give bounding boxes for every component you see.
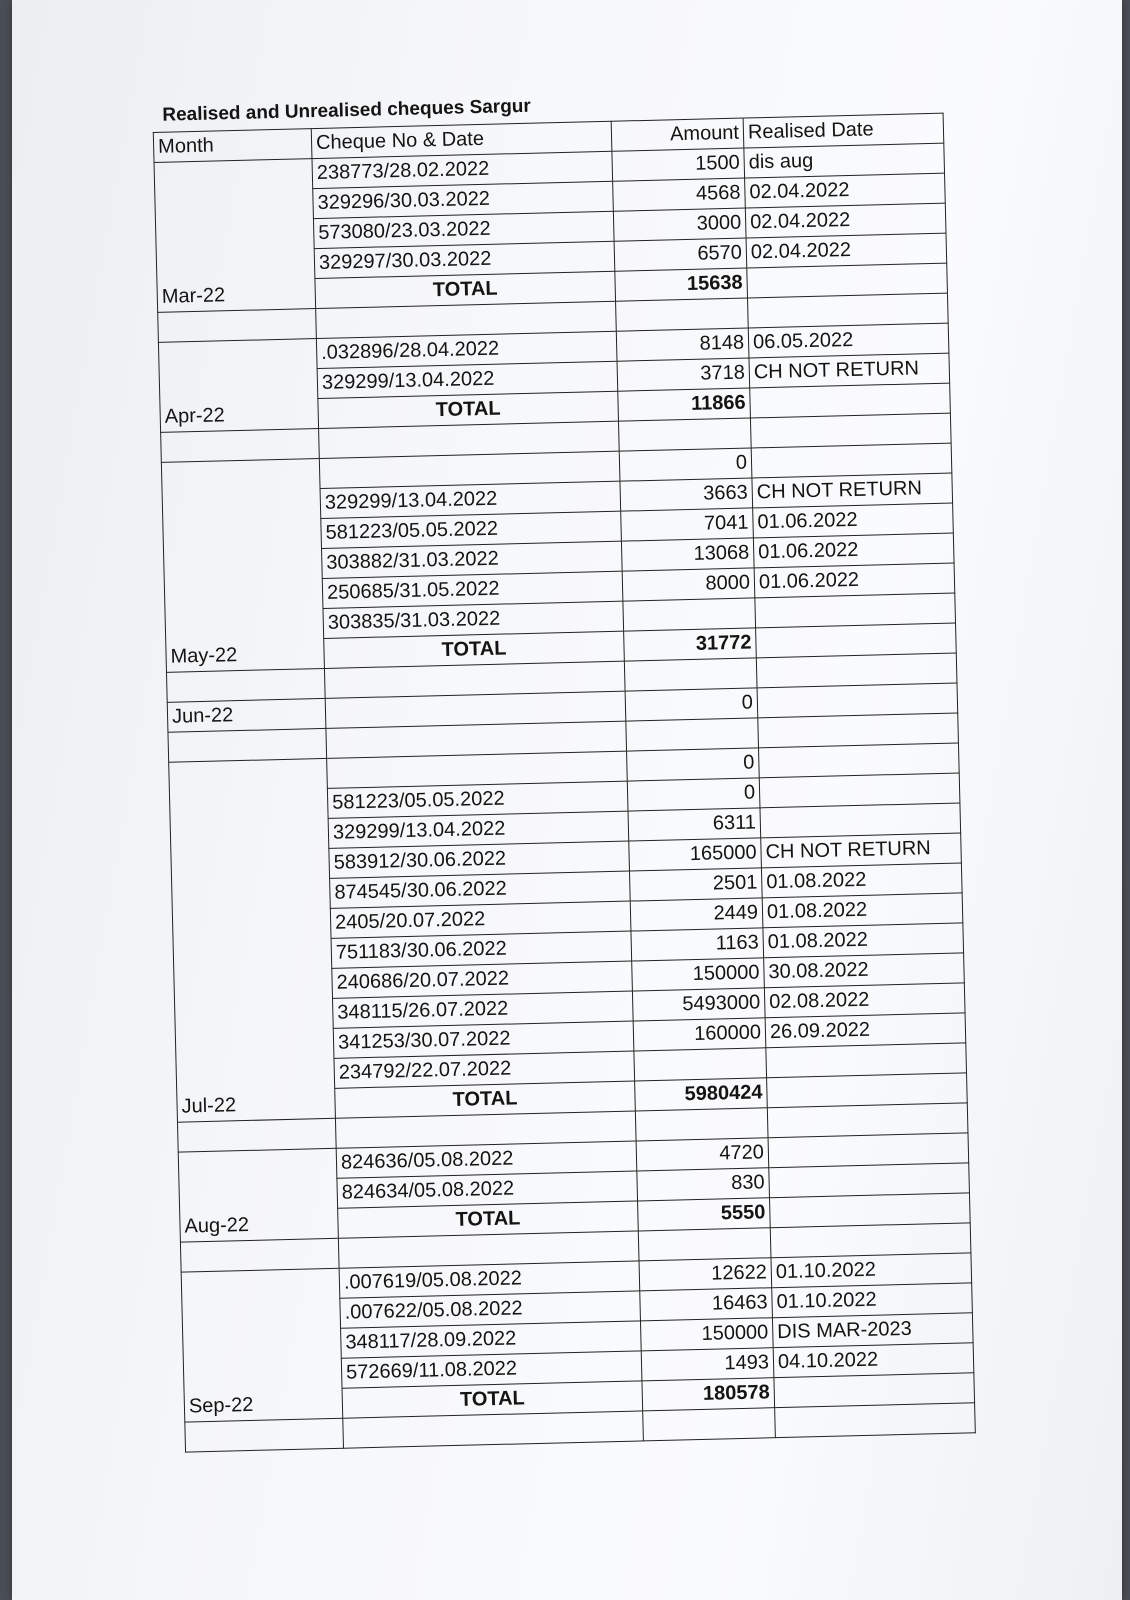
amount-cell: 2501 bbox=[629, 868, 762, 901]
spacer-cell bbox=[767, 1103, 968, 1138]
spacer-cell bbox=[616, 298, 749, 331]
total-label: TOTAL bbox=[335, 1081, 636, 1118]
cheque-cell: 824636/05.08.2022 bbox=[336, 1141, 637, 1178]
paper-sheet bbox=[12, 0, 1122, 1600]
report-title: Realised and Unrealised cheques Sargur bbox=[162, 95, 532, 126]
realised-date-cell: 01.08.2022 bbox=[762, 893, 963, 928]
cheque-report bbox=[152, 80, 985, 1452]
header-month: Month bbox=[153, 129, 312, 163]
realised-date-cell: 04.10.2022 bbox=[773, 1343, 974, 1378]
amount-cell: 1493 bbox=[641, 1348, 774, 1381]
amount-cell: 8148 bbox=[616, 328, 749, 361]
cheque-cell: 329296/30.03.2022 bbox=[313, 181, 614, 218]
realised-date-cell: 02.04.2022 bbox=[746, 233, 947, 268]
realised-date-cell: 01.06.2022 bbox=[754, 563, 955, 598]
amount-cell: 13068 bbox=[621, 538, 754, 571]
amount-cell: 0 bbox=[627, 748, 760, 781]
cheque-cell: .032896/28.04.2022 bbox=[316, 331, 617, 368]
realised-date-cell bbox=[766, 1043, 967, 1078]
amount-cell: 0 bbox=[619, 448, 752, 481]
spacer-cell bbox=[770, 1223, 971, 1258]
total-empty-cell bbox=[770, 1193, 971, 1228]
month-cell: May-22 bbox=[161, 459, 324, 673]
total-empty-cell bbox=[750, 383, 951, 418]
amount-cell bbox=[634, 1048, 767, 1081]
cheque-cell: 348115/26.07.2022 bbox=[333, 991, 634, 1028]
total-label: TOTAL bbox=[315, 271, 616, 308]
header-cheque: Cheque No & Date bbox=[311, 121, 612, 158]
cheque-cell: 238773/28.02.2022 bbox=[312, 151, 613, 188]
cheque-cell: 303882/31.03.2022 bbox=[322, 541, 623, 578]
spacer-cell bbox=[756, 653, 957, 688]
total-amount: 11866 bbox=[618, 388, 751, 421]
realised-date-cell bbox=[751, 443, 952, 478]
spacer-cell bbox=[638, 1228, 771, 1261]
total-label: TOTAL bbox=[324, 631, 625, 668]
amount-cell: 3000 bbox=[613, 208, 746, 241]
month-cell: Jul-22 bbox=[169, 758, 336, 1122]
amount-cell: 165000 bbox=[629, 838, 762, 871]
cheque-cell: 240686/20.07.2022 bbox=[332, 961, 633, 998]
cheque-cell: 348117/28.09.2022 bbox=[341, 1321, 642, 1358]
realised-date-cell: 01.08.2022 bbox=[763, 923, 964, 958]
realised-date-cell bbox=[769, 1163, 970, 1198]
total-label: TOTAL bbox=[342, 1381, 643, 1418]
cheque-cell: 874545/30.06.2022 bbox=[330, 871, 631, 908]
cheque-cell: 329299/13.04.2022 bbox=[328, 811, 629, 848]
cheque-cell: 573080/23.03.2022 bbox=[313, 211, 614, 248]
spacer-cell bbox=[618, 418, 751, 451]
cheque-cell: 329297/30.03.2022 bbox=[314, 241, 615, 278]
header-realised-date: Realised Date bbox=[743, 113, 944, 148]
realised-date-cell: 01.08.2022 bbox=[761, 863, 962, 898]
cheque-cell: .007622/05.08.2022 bbox=[340, 1291, 641, 1328]
realised-date-cell: dis aug bbox=[744, 143, 945, 178]
realised-date-cell: 02.08.2022 bbox=[764, 983, 965, 1018]
spacer-cell bbox=[750, 413, 951, 448]
month-cell: Sep-22 bbox=[181, 1268, 343, 1422]
amount-cell: 16463 bbox=[640, 1288, 773, 1321]
realised-date-cell: CH NOT RETURN bbox=[761, 833, 962, 868]
total-amount: 15638 bbox=[615, 268, 748, 301]
cheque-cell: 329299/13.04.2022 bbox=[317, 361, 618, 398]
spacer-cell bbox=[177, 1118, 336, 1152]
spacer-cell bbox=[758, 713, 959, 748]
spacer-cell bbox=[626, 718, 759, 751]
month-cell: Aug-22 bbox=[178, 1148, 338, 1242]
spacer-cell bbox=[635, 1108, 768, 1141]
cheque-cell: 2405/20.07.2022 bbox=[330, 901, 631, 938]
amount-cell bbox=[623, 598, 756, 631]
realised-date-cell: 02.04.2022 bbox=[745, 173, 946, 208]
amount-cell: 3663 bbox=[620, 478, 753, 511]
realised-date-cell: 01.10.2022 bbox=[772, 1283, 973, 1318]
month-cell: Apr-22 bbox=[158, 339, 318, 433]
cheque-cell: 583912/30.06.2022 bbox=[329, 841, 630, 878]
realised-date-cell bbox=[759, 773, 960, 808]
realised-date-cell bbox=[768, 1133, 969, 1168]
amount-cell: 1500 bbox=[612, 148, 745, 181]
spacer-cell bbox=[748, 293, 949, 328]
spacer-cell bbox=[180, 1238, 339, 1272]
realised-date-cell: 30.08.2022 bbox=[764, 953, 965, 988]
cheque-cell: .007619/05.08.2022 bbox=[339, 1261, 640, 1298]
amount-cell: 2449 bbox=[630, 898, 763, 931]
total-empty-cell bbox=[767, 1073, 968, 1108]
month-cell: Jun-22 bbox=[167, 698, 326, 732]
spacer-cell bbox=[166, 668, 325, 702]
amount-cell: 5493000 bbox=[632, 988, 765, 1021]
amount-cell: 4568 bbox=[613, 178, 746, 211]
month-cell: Mar-22 bbox=[154, 159, 316, 313]
spacer-cell bbox=[624, 658, 757, 691]
total-amount: 5550 bbox=[638, 1198, 771, 1231]
header-amount: Amount bbox=[611, 118, 744, 151]
amount-cell: 160000 bbox=[633, 1018, 766, 1051]
total-empty-cell bbox=[747, 263, 948, 298]
realised-date-cell: 26.09.2022 bbox=[765, 1013, 966, 1048]
cheque-cell: 751183/30.06.2022 bbox=[331, 931, 632, 968]
spacer-cell bbox=[643, 1408, 776, 1441]
amount-cell: 1163 bbox=[631, 928, 764, 961]
realised-date-cell: 01.10.2022 bbox=[771, 1253, 972, 1288]
spacer-cell bbox=[343, 1411, 644, 1448]
cheque-table-body bbox=[153, 113, 975, 1452]
amount-cell: 4720 bbox=[636, 1138, 769, 1171]
amount-cell: 3718 bbox=[617, 358, 750, 391]
realised-date-cell: 01.06.2022 bbox=[753, 503, 954, 538]
amount-cell: 8000 bbox=[622, 568, 755, 601]
cheque-cell: 581223/05.05.2022 bbox=[321, 511, 622, 548]
amount-cell: 150000 bbox=[632, 958, 765, 991]
amount-cell: 12622 bbox=[639, 1258, 772, 1291]
realised-date-cell: DIS MAR-2023 bbox=[772, 1313, 973, 1348]
cheque-cell: 824634/05.08.2022 bbox=[337, 1171, 638, 1208]
cheque-cell: 341253/30.07.2022 bbox=[333, 1021, 634, 1058]
realised-date-cell bbox=[755, 593, 956, 628]
spacer-cell bbox=[185, 1418, 344, 1452]
total-label: TOTAL bbox=[318, 391, 619, 428]
realised-date-cell: CH NOT RETURN bbox=[749, 353, 950, 388]
spacer-cell bbox=[158, 309, 317, 343]
spacer-cell bbox=[161, 429, 320, 463]
amount-cell: 6311 bbox=[628, 808, 761, 841]
total-amount: 5980424 bbox=[635, 1078, 768, 1111]
realised-date-cell: 06.05.2022 bbox=[748, 323, 949, 358]
realised-date-cell bbox=[759, 743, 960, 778]
total-amount: 180578 bbox=[642, 1378, 775, 1411]
total-amount: 31772 bbox=[624, 628, 757, 661]
amount-cell: 7041 bbox=[621, 508, 754, 541]
cheque-cell: 303835/31.03.2022 bbox=[323, 601, 624, 638]
realised-date-cell: CH NOT RETURN bbox=[752, 473, 953, 508]
cheque-cell: 581223/05.05.2022 bbox=[327, 781, 628, 818]
realised-date-cell bbox=[760, 803, 961, 838]
realised-date-cell: 02.04.2022 bbox=[745, 203, 946, 238]
total-label: TOTAL bbox=[338, 1201, 639, 1238]
cheque-cell: 572669/11.08.2022 bbox=[341, 1351, 642, 1388]
amount-cell: 0 bbox=[627, 778, 760, 811]
amount-cell: 0 bbox=[625, 688, 758, 721]
amount-cell: 150000 bbox=[640, 1318, 773, 1351]
realised-date-cell: 01.06.2022 bbox=[753, 533, 954, 568]
cheque-cell: 329299/13.04.2022 bbox=[320, 481, 621, 518]
cheque-table bbox=[153, 113, 976, 1453]
amount-cell: 830 bbox=[637, 1168, 770, 1201]
cheque-cell: 234792/22.07.2022 bbox=[334, 1051, 635, 1088]
amount-cell: 6570 bbox=[614, 238, 747, 271]
spacer-cell bbox=[775, 1403, 976, 1438]
cheque-cell: 250685/31.05.2022 bbox=[322, 571, 623, 608]
total-empty-cell bbox=[756, 623, 957, 658]
spacer-cell bbox=[168, 728, 327, 762]
total-empty-cell bbox=[774, 1373, 975, 1408]
realised-date-cell bbox=[757, 683, 958, 718]
